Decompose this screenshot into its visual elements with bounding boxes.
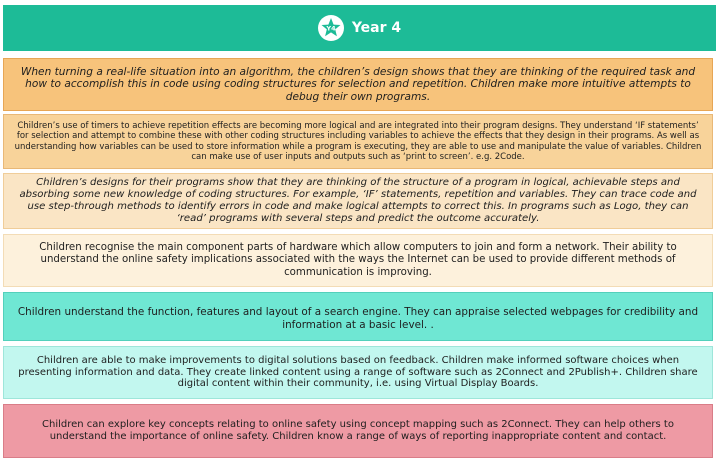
statement-digital-solutions: Children are able to make improvements to digital solutions based on feedback. Children make informed software choices when presenting information and data. They create linked content using a range of software such as 2Connect and 2Publish+. Children share digital content within their community, i.e. using Virtual Display Boards.: [3, 346, 713, 399]
statement-algorithm-design: When turning a real-life situation into an algorithm, the children’s design shows that they are thinking of the required task and how to accomplish this in code using coding structures for selection and repetition. Children make more intuitive attempts to debug their own programs.: [3, 58, 713, 111]
year-badge-icon: [318, 15, 344, 41]
statement-online-safety: Children can explore key concepts relating to online safety using concept mapping such as 2Connect. They can help others to understand the importance of online safety. Children know a range of ways of reporting inappropriate content and contact.: [3, 404, 713, 458]
year-header: [3, 5, 716, 51]
statement-timers-variables: Children’s use of timers to achieve repetition effects are becoming more logical and are integrated into their program designs. They understand ‘IF statements’ for selection and attempt to combine these with other coding structures including variables to achieve the effects that they design in their programs. As well as understanding how variables can be used to store information while a program is executing, they are able to use and manipulate the value of variables. Children can make use of user inputs and outputs such as ‘print to screen’. e.g. 2Code.: [3, 114, 713, 169]
page-title: Year 4: [351, 20, 402, 36]
statement-search-engine: Children understand the function, features and layout of a search engine. They can appraise selected webpages for credibility and information at a basic level. .: [3, 292, 713, 341]
star-badge-icon: [319, 16, 343, 40]
statement-program-structure: Children’s designs for their programs show that they are thinking of the structure of a program in logical, achievable steps and absorbing some new knowledge of coding structures. For example, ‘IF’ statements, repetition and variables. They can trace code and use step-through methods to identify errors in code and make logical attempts to correct this. In programs such as Logo, they can ‘read’ programs with several steps and predict the outcome accurately.: [3, 173, 713, 229]
svg-text:Y4: Y4: [326, 24, 336, 33]
statement-hardware-network: Children recognise the main component parts of hardware which allow computers to join and form a network. Their ability to understand the online safety implications associated with the ways the Internet can be used to provide different methods of communication is improving.: [3, 234, 713, 287]
